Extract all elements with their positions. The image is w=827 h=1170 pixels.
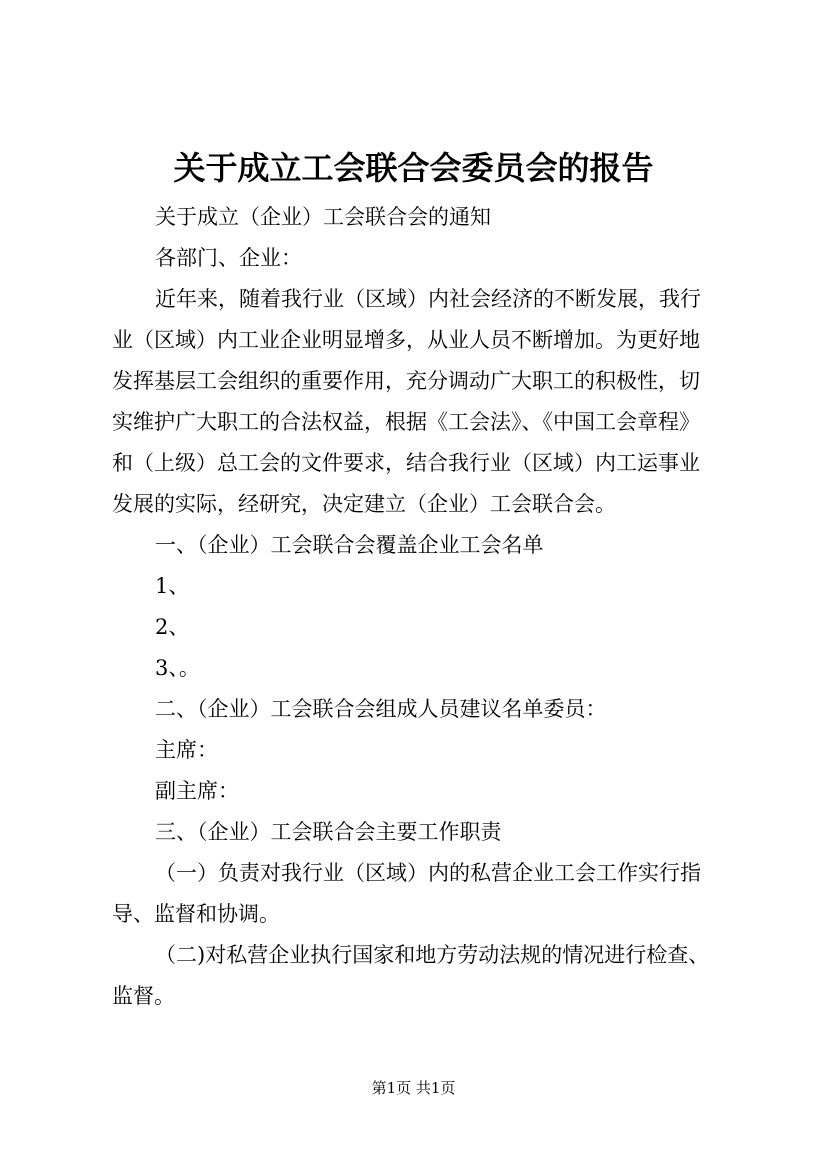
section-heading-1: 一、（企业）工会联合会覆盖企业工会名单: [155, 533, 544, 557]
paragraph-line: 业（区域）内工业企业明显增多，从业人员不断增加。为更好地: [112, 328, 700, 352]
chairman-label: 主席：: [155, 738, 218, 762]
notice-heading: 关于成立（企业）工会联合会的通知: [155, 205, 491, 229]
duty-item-line: 导、监督和协调。: [112, 902, 280, 926]
section-heading-2: 二、（企业）工会联合会组成人员建议名单委员：: [155, 697, 607, 721]
section-heading-3: 三、（企业）工会联合会主要工作职责: [155, 820, 502, 844]
list-item: 1、: [155, 574, 190, 598]
duty-item-line: 监督。: [112, 984, 175, 1008]
list-item: 2、: [155, 615, 190, 639]
vice-chairman-label: 副主席：: [155, 779, 239, 803]
salutation: 各部门、企业：: [155, 246, 302, 270]
paragraph-line: 近年来，随着我行业（区域）内社会经济的不断发展，我行: [155, 287, 701, 311]
duty-item-line: （二)对私营企业执行国家和地方劳动法规的情况进行检查、: [155, 943, 710, 967]
list-item: 3、。: [155, 656, 200, 680]
paragraph-line: 和（上级）总工会的文件要求，结合我行业（区域）内工运事业: [112, 451, 700, 475]
paragraph-line: 发展的实际，经研究，决定建立（企业）工会联合会。: [112, 492, 616, 516]
paragraph-line: 实维护广大职工的合法权益，根据《工会法》、《中国工会章程》: [112, 410, 700, 434]
page-footer: 第1页 共1页: [371, 1079, 456, 1097]
document-title: 关于成立工会联合会委员会的报告: [173, 149, 654, 187]
duty-item-line: （一）负责对我行业（区域）内的私营企业工会工作实行指: [155, 861, 701, 885]
paragraph-line: 发挥基层工会组织的重要作用，充分调动广大职工的积极性，切: [112, 369, 700, 393]
